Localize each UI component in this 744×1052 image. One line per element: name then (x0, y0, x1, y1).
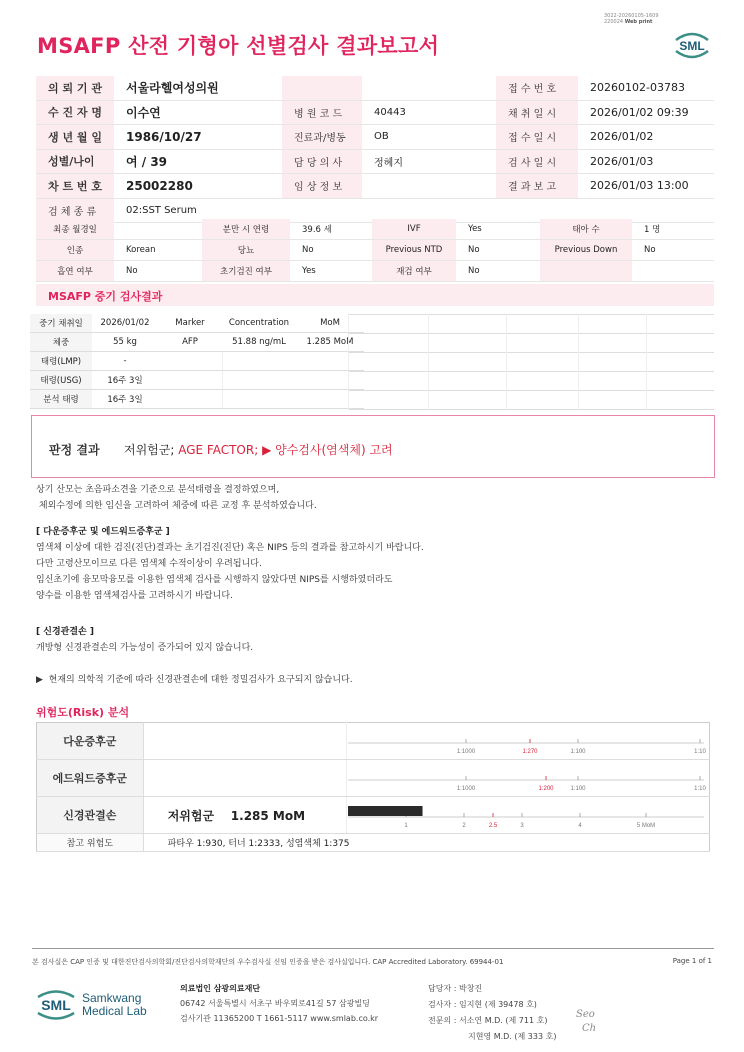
label: 중기 채취일 (30, 314, 92, 333)
factor-value: 1 명 (632, 219, 714, 240)
field-value: 2026/01/02 09:39 (578, 100, 714, 125)
field-label: 접 수 일 시 (496, 125, 578, 150)
field-value: 02:SST Serum (114, 198, 714, 223)
field-value: 정혜지 (362, 149, 496, 174)
signature: Seo Ch (576, 1009, 597, 1034)
risk-scale-svg (348, 761, 708, 795)
risk-value (143, 760, 346, 797)
field-value: 2026/01/03 (578, 149, 714, 174)
field-value: 20260102-03783 (578, 76, 714, 100)
svg-text:SML: SML (41, 997, 71, 1013)
factor-label: 재검 여부 (372, 261, 456, 282)
column-header: Marker (158, 314, 222, 333)
column-header: MoM (296, 314, 364, 333)
field-value: 2026/01/02 (578, 125, 714, 150)
scale-tick-label: 5 MoM (636, 823, 656, 829)
sml-logo-icon (672, 30, 712, 60)
value: 55 kg (92, 333, 158, 352)
value: 16주 3일 (92, 390, 158, 409)
factor-label: 분만 시 연령 (202, 219, 290, 240)
factor-value (114, 219, 202, 240)
field-value: 서울라헬여성의원 (114, 76, 282, 100)
report-title: MSAFP 산전 기형아 선별검사 결과보고서 (37, 34, 440, 58)
field-label: 검 사 일 시 (496, 149, 578, 174)
factor-value (632, 261, 714, 282)
value: AFP (158, 333, 222, 352)
field-value (362, 76, 496, 100)
field-label: 결 과 보 고 (496, 174, 578, 199)
judgement-value: 저위험군; AGE FACTOR; ▶ 양수검사(염색체) 고려 (124, 443, 393, 457)
risk-value (143, 723, 346, 760)
risk-label: 에드워드증후군 (37, 760, 144, 797)
risk-value: 저위험군 1.285 MoM (143, 797, 346, 834)
scale-tick-label: 1:270 (522, 749, 538, 755)
value: 51.88 ng/mL (222, 333, 296, 352)
section-header: MSAFP 중기 검사결과 (36, 284, 714, 306)
risk-scale-svg (348, 798, 708, 832)
analysis-note: 상기 산모는 초음파소견을 기준으로 분석태령을 결정하였으며, 체외수정에 의한 임신을 고려하여 체중에 따른 교정 후 분석하였습니다. (36, 485, 317, 511)
label: 태령(USG) (30, 371, 92, 390)
field-label: 검 체 종 류 (36, 198, 114, 223)
page-number: Page 1 of 1 (672, 957, 712, 965)
label: 체중 (30, 333, 92, 352)
patient-info-table (36, 76, 714, 223)
risk-label: 다운증후군 (37, 723, 144, 760)
factor-value: No (290, 240, 372, 261)
svg-text:Samkwang: Samkwang (82, 991, 142, 1005)
svg-text:SML: SML (679, 39, 705, 53)
field-label: 차 트 번 호 (36, 174, 114, 199)
empty-grid (348, 314, 714, 410)
field-value: 2026/01/03 13:00 (578, 174, 714, 199)
value: 1.285 MoM (296, 333, 364, 352)
svg-text:Medical Lab: Medical Lab (82, 1004, 147, 1018)
risk-table (36, 722, 710, 852)
scale-tick-label: 1:200 (538, 786, 554, 792)
factor-value: Yes (290, 261, 372, 282)
scale-tick-label: 1:100 (570, 786, 586, 792)
factor-value: No (456, 261, 540, 282)
scale-tick-label: 4 (578, 823, 582, 829)
down-syndrome-note: [ 다운증후군 및 에드워드증후군 ] 염색체 이상에 대한 검진(진단)결과는 초기검진(진단) 혹은 NIPS 등의 결과를 참고하시기 바랍니다. 다만 고령산모이므로 다른 염색체 수적이상이 우려됩니다. 임신초기에 융모막융모를 이용한 염색체 검사를 시행하지 않았다면 NIPS를 시행하였더라도 양수를 이용한 염색체검사를 고려하시기 바랍니다. (36, 527, 424, 601)
scale-tick-label: 1:1000 (456, 786, 476, 792)
ntd-risk-scale (347, 797, 710, 834)
footer-divider (32, 948, 714, 949)
org-info: 의료법인 삼광의료재단 06742 서울특별시 서초구 바우뫼로41길 57 삼광빌딩 검사기관 11365200 T 1661-5117 www.smlab.co.kr (180, 984, 379, 1023)
clinical-factors-table (36, 219, 714, 282)
factor-value: No (114, 261, 202, 282)
field-label: 성별/나이 (36, 149, 114, 174)
risk-title: 위험도(Risk) 분석 (36, 706, 130, 719)
factor-value: Korean (114, 240, 202, 261)
field-label: 담 당 의 사 (282, 149, 362, 174)
ref-label: 참고 위험도 (37, 834, 144, 852)
factor-label (540, 261, 632, 282)
label: 태령(LMP) (30, 352, 92, 371)
field-label: 임 상 정 보 (282, 174, 362, 199)
factor-value: No (456, 240, 540, 261)
value: 2026/01/02 (92, 314, 158, 333)
ntd-recommendation: ▶ 현재의 의학적 기준에 따라 신경관결손에 대한 정밀검사가 요구되지 않습니다. (36, 675, 353, 685)
factor-label: 인종 (36, 240, 114, 261)
factor-label: 최종 월경일 (36, 219, 114, 240)
label: 분석 태령 (30, 390, 92, 409)
judgement-label: 판정 결과 (49, 443, 100, 457)
scale-tick-label: 1:10 (694, 749, 706, 755)
cert-text: 본 검사실은 CAP 인증 및 대한진단검사의학회/진단검사의학재단의 우수검사실 신임 인증을 받은 검사실입니다. CAP Accredited Laboratory. 69944-01 (32, 958, 504, 966)
edwards-risk-scale (347, 760, 710, 797)
field-label: 수 진 자 명 (36, 100, 114, 125)
scale-tick-label: 2 (462, 823, 466, 829)
field-label: 병 원 코 드 (282, 100, 362, 125)
factor-label: 초기검진 여부 (202, 261, 290, 282)
field-label (282, 76, 362, 100)
risk-label: 신경관결손 (37, 797, 144, 834)
scale-tick-label: 1:100 (570, 749, 586, 755)
marker-table (30, 314, 364, 409)
field-label: 채 취 일 시 (496, 100, 578, 125)
scale-tick-label: 1:10 (694, 786, 706, 792)
field-value (362, 174, 496, 199)
field-value: 40443 (362, 100, 496, 125)
down-risk-scale (347, 723, 710, 760)
ntd-note: [ 신경관결손 ] 개방형 신경관결손의 가능성이 증가되어 있지 않습니다. (36, 627, 254, 653)
ref-value: 파타우 1:930, 터너 1:2333, 성염색체 1:375 (143, 834, 709, 852)
value: - (92, 352, 158, 371)
field-value: 1986/10/27 (114, 125, 282, 150)
field-label: 접 수 번 호 (496, 76, 578, 100)
factor-label: 흡연 여부 (36, 261, 114, 282)
column-header: Concentration (222, 314, 296, 333)
judgement-box (31, 415, 715, 478)
factor-value: No (632, 240, 714, 261)
samkwang-logo (36, 985, 156, 1025)
factor-label: 당뇨 (202, 240, 290, 261)
scale-tick-label: 1 (404, 823, 408, 829)
factor-value: Yes (456, 219, 540, 240)
scale-tick-label: 3 (520, 823, 524, 829)
factor-value: 39.6 세 (290, 219, 372, 240)
print-id: 3022-20260105-1609 220024 Web print (604, 13, 659, 25)
factor-label: 태아 수 (540, 219, 632, 240)
staff-info: 담당자 : 박창진 검사자 : 임지현 (제 39478 호) 전문의 : 서소연 M.D. (제 711 호) 지현영 M.D. (제 333 호) (428, 984, 557, 1041)
scale-tick-label: 1:1000 (456, 749, 476, 755)
field-value: 여 / 39 (114, 149, 282, 174)
mom-bar (348, 806, 423, 816)
field-label: 의 뢰 기 관 (36, 76, 114, 100)
field-label: 진료과/병동 (282, 125, 362, 150)
field-label: 생 년 월 일 (36, 125, 114, 150)
scale-tick-label: 2.5 (488, 823, 498, 829)
field-value: 이수연 (114, 100, 282, 125)
risk-scale-svg (348, 724, 708, 758)
factor-label: Previous NTD (372, 240, 456, 261)
factor-label: Previous Down (540, 240, 632, 261)
field-value: OB (362, 125, 496, 150)
field-value: 25002280 (114, 174, 282, 199)
value: 16주 3일 (92, 371, 158, 390)
factor-label: IVF (372, 219, 456, 240)
